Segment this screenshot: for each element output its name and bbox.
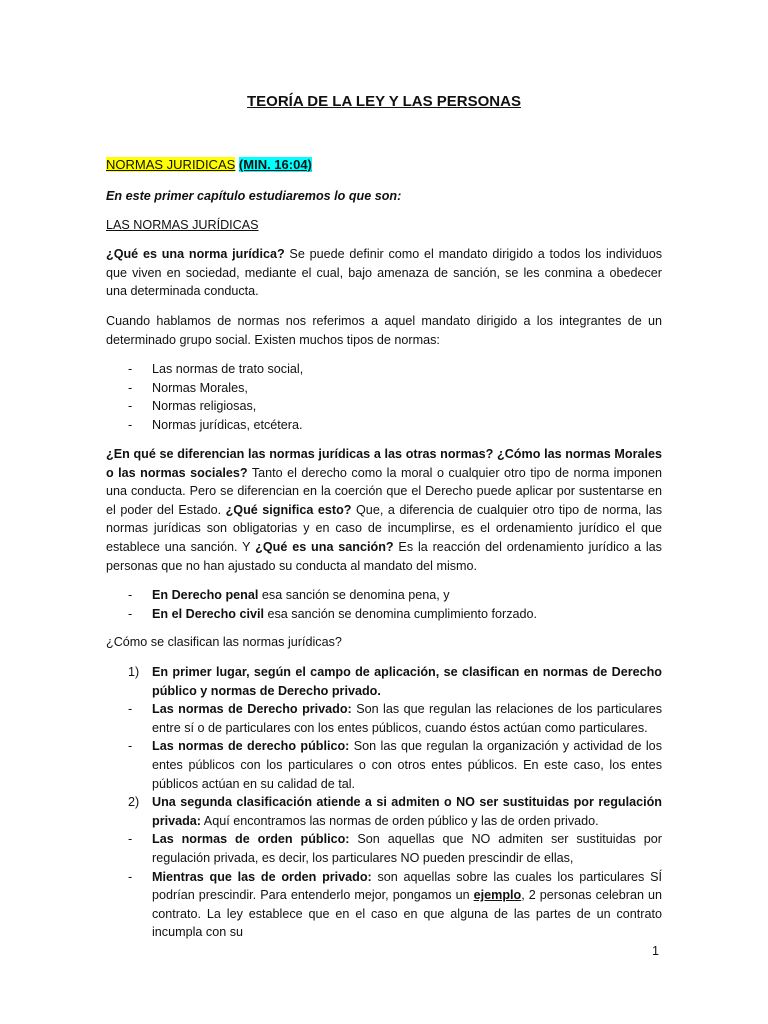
list-item: - Las normas de orden público: Son aquellas que NO admiten ser sustituidas por regulación privada, es decir, los particulares NO pueden prescindir de ellas, [128, 832, 662, 865]
norm-types-list [106, 360, 662, 434]
classification-list [106, 663, 662, 942]
sanction-list [106, 586, 662, 623]
paragraph-differences: ¿En qué se diferencian las normas jurídicas a las otras normas? ¿Cómo las normas Morales o las normas sociales? Tanto el derecho como la moral o cualquier otro tipo de norma imponen una conducta. Pero se diferencian en la coerción que el Derecho puede aplicar por sustentarse en el poder del Estado. ¿Qué significa esto? Que, a diferencia de cualquier otro tipo de norma, las normas jurídicas son obligatorias y en caso de incumplirse, es el ordenamiento jurídico el que establece una sanción. Y ¿Qué es una sanción? Es la reacción del ordenamiento jurídico a las personas que no han ajustado su conducta al mandato del mismo. [106, 447, 663, 573]
question-text: ¿En qué se diferencian las normas jurídicas a las otras normas? ¿Cómo las normas Morales o las normas sociales? [106, 447, 662, 480]
list-item: - Normas jurídicas, etcétera. [128, 417, 303, 432]
question-text: ¿Qué es una sanción? [255, 539, 394, 554]
list-item: 1) En primer lugar, según el campo de aplicación, se clasifican en normas de Derecho público y normas de Derecho privado. [128, 665, 662, 698]
list-item: - Las normas de trato social, [128, 362, 304, 376]
list-item: - Las normas de Derecho privado: Son las que regulan las relaciones de los particulares entre sí o de particulares con los entes públicos, cuando éstos actúan como particulares. [128, 702, 662, 735]
list-item: - Normas religiosas, [128, 399, 257, 414]
paragraph-types: Cuando hablamos de normas nos referimos a aquel mandato dirigido a los integrantes de un determinado grupo social. Existen muchos tipos de normas: [106, 314, 662, 347]
intro-text: En este primer capítulo estudiaremos lo que son: [106, 189, 402, 203]
question-text: ¿Qué es una norma jurídica? [106, 247, 285, 261]
list-item: 2) Una segunda clasificación atiende a si admiten o NO ser sustituidas por regulación privada: Aquí encontramos las normas de orden público y las de orden privado. [128, 795, 662, 828]
example-link-text: ejemplo [473, 888, 522, 903]
classification-question: ¿Cómo se clasifican las normas jurídicas? [106, 635, 342, 649]
list-item: - Mientras que las de orden privado: son aquellas sobre las cuales los particulares SÍ podrían prescindir. Para entenderlo mejor, pongamos un ejemplo, 2 personas celebran un contrato. La ley establece que en el caso en que alguna de las partes de un contrato incumpla con su [128, 869, 663, 940]
section-time: (MIN. 16:04) [238, 157, 312, 172]
page-number: 1 [652, 944, 660, 958]
question-text: ¿Qué significa esto? [225, 502, 352, 517]
list-item: - Las normas de derecho público: Son las que regulan la organización y actividad de los entes públicos con los particulares o con otros entes públicos. En este caso, los entes públicos actúan en su calidad de tal. [128, 739, 662, 791]
paragraph-definition [106, 245, 662, 301]
section-heading [106, 156, 662, 175]
section-label: NORMAS JURIDICAS [106, 157, 236, 172]
paragraph-text: Se puede definir como el mandato dirigido a todos los individuos que viven en sociedad, mediante el cual, bajo amenaza de sanción, se les conmina a obedecer una determinada conducta. [106, 247, 663, 299]
list-item: - Normas Morales, [128, 380, 248, 395]
list-item: - En Derecho penal esa sanción se denomina pena, y [128, 588, 450, 602]
list-item: - En el Derecho civil esa sanción se denomina cumplimiento forzado. [128, 606, 538, 621]
page-title: TEORÍA DE LA LEY Y LAS PERSONAS [247, 93, 521, 110]
subheading: LAS NORMAS JURÍDICAS [106, 218, 259, 232]
